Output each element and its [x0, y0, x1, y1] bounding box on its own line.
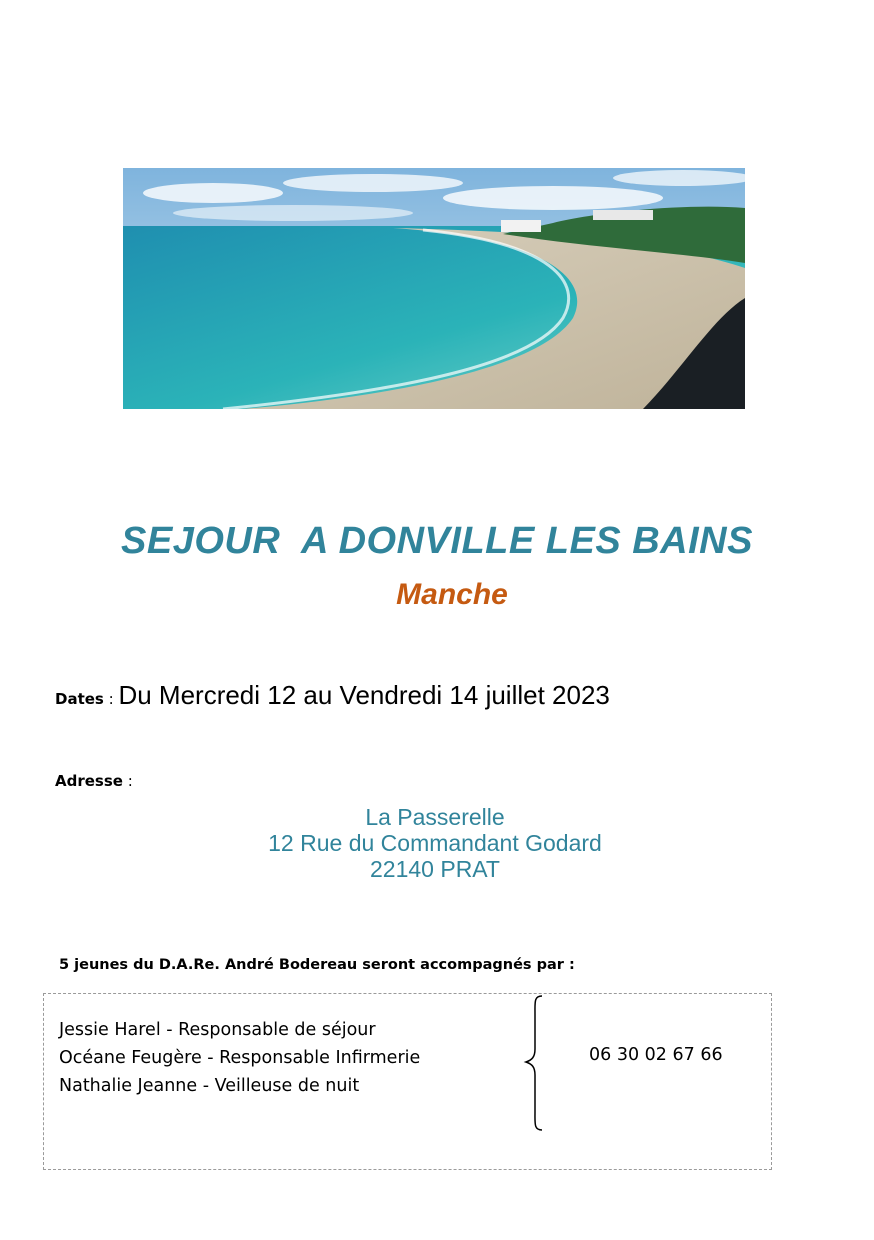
- page-subtitle: Manche: [396, 578, 508, 611]
- staff-list: [59, 1016, 420, 1100]
- staff-member: Nathalie Jeanne - Veilleuse de nuit: [59, 1076, 360, 1096]
- staff-member: Jessie Harel - Responsable de séjour: [59, 1020, 376, 1040]
- beach-photo: [123, 168, 745, 409]
- address-label: Adresse: [55, 772, 123, 790]
- curly-brace-icon: [522, 994, 552, 1134]
- address-colon: :: [122, 772, 133, 790]
- staff-box: [43, 993, 772, 1170]
- page-title: SEJOUR A DONVILLE LES BAINS: [121, 520, 753, 562]
- address-line: 12 Rue du Commandant Godard: [268, 830, 602, 856]
- staff-member: Océane Feugère - Responsable Infirmerie: [59, 1048, 421, 1068]
- dates-value: Du Mercredi 12 au Vendredi 14 juillet 2023: [118, 680, 610, 710]
- dates-line: [55, 680, 610, 711]
- intro-text: 5 jeunes du D.A.Re. André Bodereau seront accompagnés par :: [59, 957, 575, 973]
- dates-colon: :: [103, 690, 119, 708]
- phone-number: 06 30 02 67 66: [589, 1045, 723, 1065]
- address-line: 22140 PRAT: [370, 856, 500, 882]
- dates-label: Dates: [55, 690, 104, 708]
- address-line: La Passerelle: [365, 804, 505, 830]
- address-label-line: [55, 772, 133, 790]
- address-block: [230, 804, 640, 882]
